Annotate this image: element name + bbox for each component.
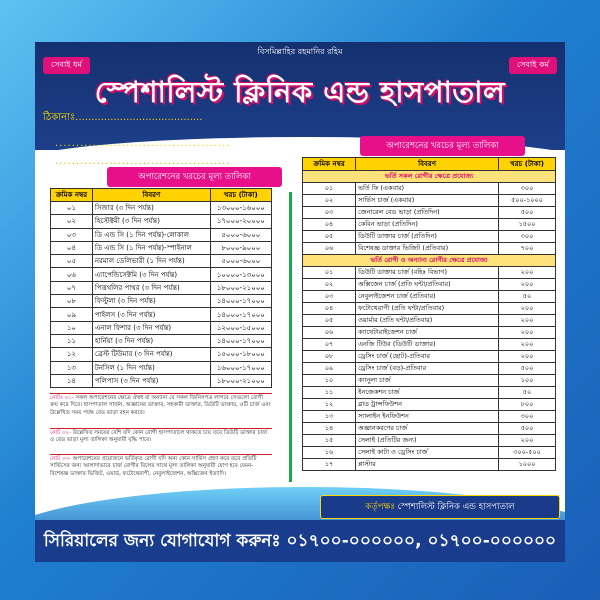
table-row <box>51 255 272 268</box>
authority-badge <box>320 495 560 519</box>
tag-right: সেবাই কর্ম <box>509 57 557 74</box>
right-price-table <box>302 157 556 471</box>
serial-cell: ০৫ <box>303 231 356 243</box>
serial-bar <box>35 520 565 562</box>
serial-cell: ১২ <box>303 399 356 411</box>
col-header: খরচ (টাকা) <box>210 189 271 202</box>
description-cell: ডিউটি ডাক্তার চার্জ (বহিঃ বিভাগ) <box>356 267 499 279</box>
description-cell: ডি এন্ড সি (১ দিন পর্যন্ত)-লোকাল <box>92 228 210 241</box>
note-1-text: সকল অপারেশনের ক্ষেত্রে ঔষধ বা অন্যান্য যে সকল জিনিসপত্র লাগবে সেগুলো রোগী ক্রয় করে দিবে। হাসপাতাল সার্জন, অজ্ঞানের ডাক্তার, সহকারী ডাক্তার, ডিউটি ডাক্তার, ওটি চার্জ এবং উল্লেখিত সময় পর্যন্ত বেড ভাড়া বহন করবে। <box>50 395 271 416</box>
serial-cell: ০৩ <box>51 228 93 241</box>
table-row <box>303 303 556 315</box>
table-row <box>303 219 556 231</box>
serial-cell: ১৪ <box>51 374 93 387</box>
note-3-label: নোট ০৩- <box>50 456 71 462</box>
serial-cell: ০৩ <box>303 291 356 303</box>
col-header: বিবরণ <box>356 158 499 171</box>
description-cell: ডি এন্ড সি (১ দিন পর্যন্ত)-স্পাইনাল <box>92 241 210 254</box>
address-dots-1: .......................................... <box>55 138 231 149</box>
table-row <box>51 348 272 361</box>
right-section-heading: অপারেশনের খরচের মূল্য তালিকা <box>360 136 525 156</box>
description-cell: সেলাই কাটা ও ড্রেসিং চার্জ <box>356 447 499 459</box>
left-price-table <box>50 188 272 388</box>
table-row <box>303 315 556 327</box>
cost-cell: ৩০০ <box>499 231 556 243</box>
note-3 <box>50 456 272 478</box>
address-dots-2: .......................................... <box>55 156 231 167</box>
serial-cell: ০২ <box>303 195 356 207</box>
page-title: স্পেশালিস্ট ক্লিনিক এন্ড হাসপাতাল <box>94 75 506 109</box>
cost-cell: ২০০ <box>499 339 556 351</box>
table-subheading: ভর্তি সকল রোগীর ক্ষেত্রে প্রযোজ্য <box>303 171 556 183</box>
description-cell: পলিপাস (৩ দিন পর্যন্ত) <box>92 374 210 387</box>
table-row <box>51 361 272 374</box>
description-cell: ফটোথেরাপী (প্রতি ঘন্টা/প্রতিবার) <box>356 303 499 315</box>
description-cell: এনাল ফিশার (৩ দিন পর্যন্ত) <box>92 321 210 334</box>
cost-cell: ২০০ <box>499 435 556 447</box>
table-row <box>303 291 556 303</box>
cost-cell: ১০০০০-১৩০০০ <box>210 268 271 281</box>
table-row <box>303 387 556 399</box>
serial-cell: ১১ <box>51 334 93 347</box>
poster <box>35 42 565 562</box>
description-cell: পাইলস (৩ দিন পর্যন্ত) <box>92 308 210 321</box>
serial-cell: ০৯ <box>51 308 93 321</box>
cost-cell: ১০০ <box>499 375 556 387</box>
tag-left: সেবাই ধর্ম <box>43 57 90 74</box>
table-row <box>303 423 556 435</box>
serial-cell: ০১ <box>303 183 356 195</box>
cost-cell: ৫০ <box>499 291 556 303</box>
cost-cell: ৫০০০-৬০০০ <box>210 255 271 268</box>
note-2-text: উল্লেখিত সময়ের বেশি যদি কোন রোগী হাসপাতালে থাকতে চায় তবে ডিউটি ডাক্তার চার্জ ও বেড ভাড়া মূল্য তালিকা অনুযায়ী বৃদ্ধি পাবে। <box>50 430 267 444</box>
table-row <box>303 339 556 351</box>
table-row <box>51 334 272 347</box>
serial-cell: ১৫ <box>303 435 356 447</box>
col-header: বিবরণ <box>92 189 210 202</box>
cost-cell: ২০০ <box>499 327 556 339</box>
note-3-text: অপারেশনের প্রয়োজনে ভর্তিকৃত রোগী যদি অন্য কোন সার্ভিস গ্রহণ করে তবে প্রতিটি সার্ভিসের জন্য আলাদাভাবে চার্জ রোগীর বিলের সাথে মূল্য তালিকা অনুযায়ী যোগ হবে যেমন- বিশেষজ্ঞ ডাক্তার ভিজিট, ওয়ার্ড, ফটোথেরাপী, নেবুলাইজেশন, অক্সিজেন ইত্যাদি। <box>50 456 257 477</box>
cost-cell: ৫০ <box>499 387 556 399</box>
table-row <box>303 411 556 423</box>
description-cell: অক্সিজেন চার্জ (প্রতি ঘন্টা/প্রতিবার) <box>356 279 499 291</box>
table-row <box>303 267 556 279</box>
cost-cell: ৩০০ <box>499 183 556 195</box>
description-cell: ডিউটি ডাক্তার চার্জ (প্রতিদিন) <box>356 231 499 243</box>
note-divider <box>50 428 272 429</box>
cost-cell: ১৪০০০-১৭০০০ <box>210 295 271 308</box>
serial-cell: ০৩ <box>303 207 356 219</box>
table-row <box>303 243 556 255</box>
note-divider <box>50 454 272 455</box>
table-row <box>303 363 556 375</box>
serial-cell: ০৭ <box>51 281 93 294</box>
serial-cell: ১১ <box>303 387 356 399</box>
table-row <box>303 195 556 207</box>
cost-cell: ১৭০০০-২০০০০ <box>210 215 271 228</box>
cost-cell: ২০০ <box>499 315 556 327</box>
description-cell: ইনজেকশন চার্জ <box>356 387 499 399</box>
serial-cell: ০২ <box>51 215 93 228</box>
description-cell: ক্যাথেটারাইজেশন চার্জ <box>356 327 499 339</box>
description-cell: ক্যানুলা চার্জ <box>356 375 499 387</box>
description-cell: প্লাস্টার <box>356 459 499 471</box>
serial-cell: ১৩ <box>51 361 93 374</box>
note-divider <box>50 393 272 394</box>
note-2 <box>50 430 272 445</box>
description-cell: পিত্তথলির পাথর (৩ দিন পর্যন্ত) <box>92 281 210 294</box>
description-cell: হার্নিয়া (৩ দিন পর্যন্ত) <box>92 334 210 347</box>
table-row <box>51 295 272 308</box>
cost-cell: ১৩০০০-১৬০০০ <box>210 202 271 215</box>
serial-cell: ০৬ <box>303 327 356 339</box>
description-cell: ড্রেসিং চার্জ (ছোট)-প্রতিবার <box>356 351 499 363</box>
serial-cell: ০৪ <box>51 241 93 254</box>
table-row <box>51 308 272 321</box>
description-cell: ব্রেস্ট টিউমার (৩ দিন পর্যন্ত) <box>92 348 210 361</box>
serial-cell: ০৯ <box>303 363 356 375</box>
header-band <box>35 42 565 150</box>
divider-bar <box>289 192 292 482</box>
cost-cell: ৮০০০-৯০০০ <box>210 241 271 254</box>
table-row <box>303 459 556 471</box>
serial-cell: ০৪ <box>303 219 356 231</box>
cost-cell: ১৫০০০-১৮০০০ <box>210 348 271 361</box>
table-row <box>303 183 556 195</box>
note-2-label: নোট ০২- <box>50 430 71 436</box>
table-row <box>303 399 556 411</box>
table-row <box>51 321 272 334</box>
table-subheading: ভর্তি রোগী ও অন্যান্য রোগীর ক্ষেত্রে প্রযোজ্য <box>303 255 556 267</box>
table-row <box>303 447 556 459</box>
table-row <box>303 231 556 243</box>
cost-cell: ১৪০০০-১৭০০০ <box>210 334 271 347</box>
cost-cell: ৫০০-১০০০ <box>499 195 556 207</box>
note-1 <box>50 395 272 417</box>
cost-cell: ১২০০০-১৫০০০ <box>210 321 271 334</box>
serial-contact: সিরিয়ালের জন্য যোগাযোগ করুনঃ ০১৭০০-০০০০০০, ০১৭০০-০০০০০০ <box>43 531 557 551</box>
table-row <box>51 374 272 387</box>
cost-cell: ১৬০০০-১৭০০০ <box>210 361 271 374</box>
description-cell: জেনারেল বেড ভাড়া (প্রতিদিন) <box>356 207 499 219</box>
cost-cell: ১০০০ <box>499 459 556 471</box>
serial-cell: ১০ <box>303 375 356 387</box>
serial-cell: ১৪ <box>303 423 356 435</box>
cost-cell: ২০০ <box>499 351 556 363</box>
table-row <box>303 435 556 447</box>
cost-cell: ১৮০০০-২১০০০ <box>210 374 271 387</box>
serial-cell: ০৬ <box>51 268 93 281</box>
address-line: ঠিকানাঃ........................................ <box>43 112 203 123</box>
serial-cell: ০৪ <box>303 303 356 315</box>
left-section-heading: অপারেশনের খরচের মূল্য তালিকা <box>107 167 282 187</box>
description-cell: এনজি টিউব (ডিউটি ডাক্তার) <box>356 339 499 351</box>
cost-cell: ৩০০ <box>499 411 556 423</box>
serial-cell: ০৮ <box>303 351 356 363</box>
cost-cell: ৫০০ <box>499 207 556 219</box>
description-cell: অজ্ঞানকরণের চার্জ <box>356 423 499 435</box>
table-row <box>51 202 272 215</box>
description-cell: স্যালাইন ইনফিউশন <box>356 411 499 423</box>
table-row <box>303 351 556 363</box>
cost-cell: ১৮০০০-২১০০০ <box>210 281 271 294</box>
cost-cell: ২০০ <box>499 303 556 315</box>
serial-cell: ০৫ <box>303 315 356 327</box>
table-subheading-row <box>303 171 556 183</box>
serial-cell: ১২ <box>51 348 93 361</box>
description-cell: ড্রেসিং চার্জ (বড়)-প্রতিবার <box>356 363 499 375</box>
cost-cell: ৭০০ <box>499 243 556 255</box>
cost-cell: ১৪০০০-১৭০০০ <box>210 308 271 321</box>
table-row <box>51 268 272 281</box>
description-cell: হিস্টেক্টমী (৩ দিন পর্যন্ত) <box>92 215 210 228</box>
serial-cell: ১৩ <box>303 411 356 423</box>
description-cell: এ্যাপেন্ডিসেক্টমি (৩ দিন পর্যন্ত) <box>92 268 210 281</box>
description-cell: ব্লাড ট্রান্সফিউশন <box>356 399 499 411</box>
serial-cell: ০৬ <box>303 243 356 255</box>
description-cell: সিজার (৩ দিন পর্যন্ত) <box>92 202 210 215</box>
cost-cell: ৮০০ <box>499 399 556 411</box>
description-cell: ভর্তি ফি (একবার) <box>356 183 499 195</box>
description-cell: সেলাই (প্রতিটির জন্য) <box>356 435 499 447</box>
cost-cell: ২০০ <box>499 279 556 291</box>
description-cell: সার্ভিস চার্জ (একবার) <box>356 195 499 207</box>
table-row <box>51 215 272 228</box>
col-header: খরচ (টাকা) <box>499 158 556 171</box>
authority-label: কর্তৃপক্ষঃ <box>365 502 395 512</box>
serial-cell: ০২ <box>303 279 356 291</box>
cost-cell: ৫০০০-৬০০০ <box>210 228 271 241</box>
bismillah-text: বিসমিল্লাহির রহমানির রহিম <box>257 47 343 56</box>
table-row <box>303 279 556 291</box>
table-row <box>303 207 556 219</box>
col-header: ক্রমিক নম্বর <box>51 189 93 202</box>
description-cell: নরমাল ডেলিভারী (১ দিন পর্যন্ত) <box>92 255 210 268</box>
description-cell: টনসিল (১ দিন পর্যন্ত) <box>92 361 210 374</box>
cost-cell: ৫০০ <box>499 423 556 435</box>
serial-cell: ১৭ <box>303 459 356 471</box>
cost-cell: ১৫০০ <box>499 219 556 231</box>
serial-cell: ০৫ <box>51 255 93 268</box>
description-cell: বিশেষজ্ঞ ডাক্তার ভিজিট (প্রতিবার) <box>356 243 499 255</box>
authority-name: স্পেশালিস্ট ক্লিনিক এন্ড হাসপাতাল <box>397 502 515 512</box>
note-1-label: নোটঃ ০১- <box>50 395 74 401</box>
description-cell: কেবিন ভাড়া (প্রতিদিন) <box>356 219 499 231</box>
serial-cell: ১৬ <box>303 447 356 459</box>
col-header: ক্রমিক নম্বর <box>303 158 356 171</box>
description-cell: নেবুলাইজেশন চার্জ (প্রতিবার) <box>356 291 499 303</box>
serial-cell: ০১ <box>51 202 93 215</box>
cost-cell: ৩০০-৫০০ <box>499 447 556 459</box>
description-cell: ফিস্টুলা (৩ দিন পর্যন্ত) <box>92 295 210 308</box>
table-row <box>51 281 272 294</box>
table-row <box>303 327 556 339</box>
serial-cell: ১০ <box>51 321 93 334</box>
table-subheading-row <box>303 255 556 267</box>
description-cell: ওয়ার্মার (প্রতি ঘন্টা/প্রতিবার) <box>356 315 499 327</box>
serial-cell: ০৮ <box>51 295 93 308</box>
cost-cell: ২০০ <box>499 267 556 279</box>
serial-cell: ০১ <box>303 267 356 279</box>
serial-cell: ০৭ <box>303 339 356 351</box>
table-row <box>303 375 556 387</box>
cost-cell: ৫০০ <box>499 363 556 375</box>
table-row <box>51 241 272 254</box>
table-row <box>51 228 272 241</box>
